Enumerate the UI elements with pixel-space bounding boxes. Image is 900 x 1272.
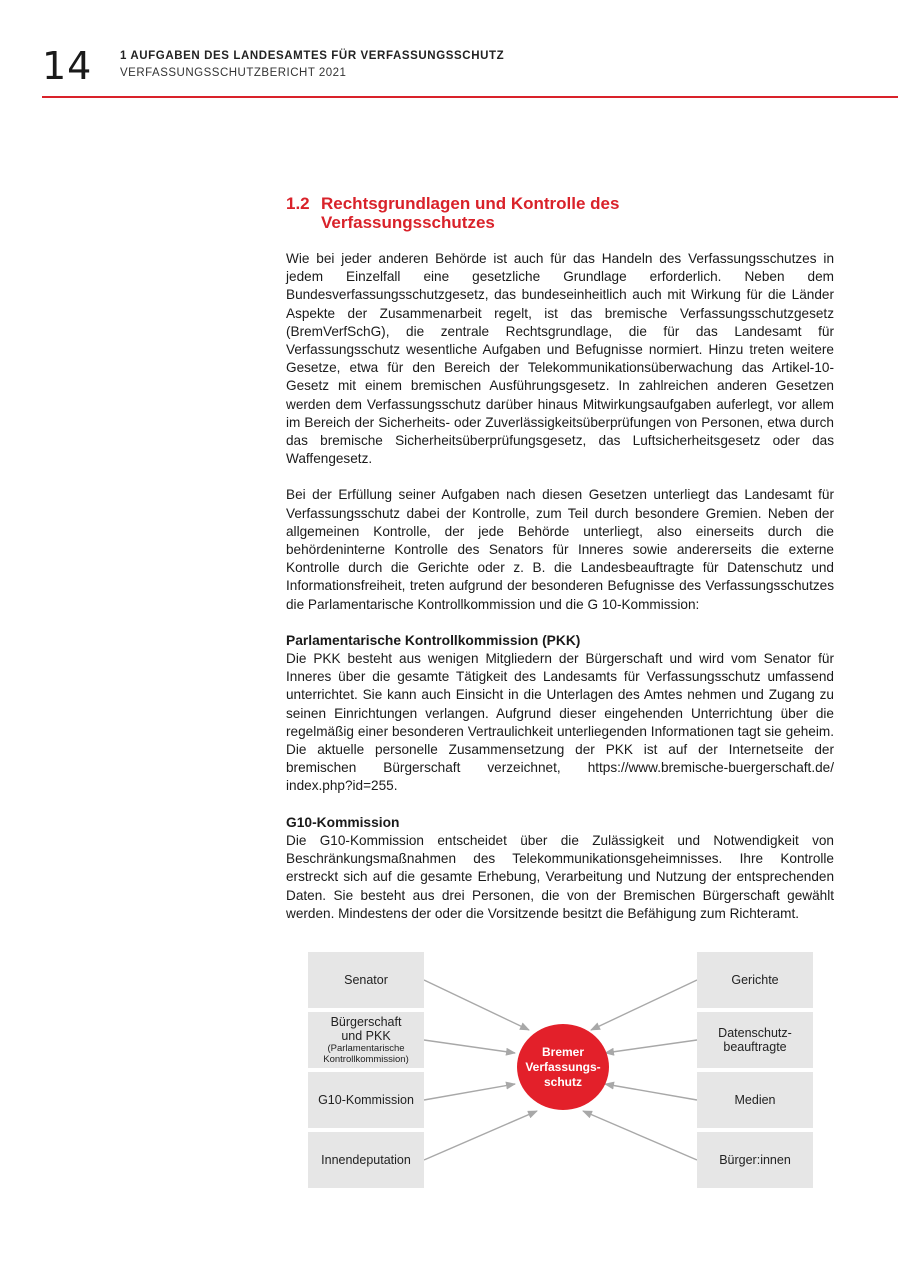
main-content [286,194,834,941]
box-innendeputation-label: Innendeputation [321,1153,411,1167]
section-title-line1: Rechtsgrundlagen und Kontrolle des [321,194,620,213]
arrow-datenschutz [605,1040,697,1053]
box-senator [308,952,424,1008]
center-line2: Verfassungs- [525,1059,601,1074]
box-datenschutz-line2: beauftragte [723,1040,787,1054]
box-medien-label: Medien [734,1093,776,1107]
box-buergerschaft-line1: Bürgerschaft [330,1015,402,1029]
g10-paragraph: Die G10-Kommission entscheidet über die Zulässigkeit und Notwendigkeit von Beschränkungsmaßnahmen des Telekommunikationsgeheimnisses. Ihre Kontrolle erstreckt sich auf die gesamte Erhebung, Verarbeitung und Nutzung der entsprechenden Daten. Sie besteht aus drei Personen, die von der Bremischen Bürgerschaft gewählt werden. Mindestens der oder die Vorsitzende besitzt die Befähigung zum Richteramt. [286,832,834,921]
arrow-g10 [424,1084,515,1100]
header-divider [42,96,898,98]
box-senator-label: Senator [344,973,388,987]
control-diagram [307,951,814,1189]
page-number: 14 [42,44,93,88]
section-number: 1.2 [286,194,310,213]
section-title-line2: Verfassungsschutzes [321,213,495,232]
paragraph-legal-basis: Wie bei jeder anderen Behörde ist auch für das Handeln des Verfassungsschutzes in jedem Einzelfall eine gesetzliche Grundlage erforderlich. Neben dem Bundesverfassungsschutzgesetz, das bundeseinheitlich auch mit Wirkung für die Länder Aspekte der Zusammenarbeit regelt, ist das bremische Verfassungsschutzgesetz (BremVerfSchG), die zentrale Rechtsgrundlage, die für das Landesamt für Verfassungsschutz wesentliche Aufgaben und Befugnisse normiert. Hinzu treten weitere Gesetze, etwa für den Bereich der Telekommunikationsüberwachung das Artikel-10-Gesetz mit einem bremischen Ausführungsgesetz. In zahlreichen anderen Gesetzen werden dem Verfassungsschutz darüber hinaus Mitwirkungsaufgaben auferlegt, vor allem im Bereich der Sicherheits- oder Zuverlässigkeitsüberprüfungen von Personen, etwa durch das bremische Sicherheitsüberprüfungsgesetz, das Luftsicherheitsgesetz oder das Waffengesetz. [286,251,834,467]
chapter-title: 1 AUFGABEN DES LANDESAMTES FÜR VERFASSUNGSSCHUTZ [120,50,505,62]
box-buergerschaft-pkk [308,1012,424,1068]
paragraph-control: Bei der Erfüllung seiner Aufgaben nach diesen Gesetzen unterliegt das Landesamt für Verfassungsschutz dabei der Kontrolle, zum Teil durch besondere Gremien. Neben der allgemeinen Kontrolle, der jede Behörde unterliegt, also einerseits durch die behördeninterne Kontrolle des Senators für Inneres sowie andererseits die externe Kontrolle durch die Gerichte oder z. B. die Landesbeauftragte für Datenschutz und Informationsfreiheit, treten aufgrund der besonderen Befugnisse des Verfassungsschutzes die Parlamentarische Kontrollkommission und die G 10-Kommission: [286,487,834,612]
box-datenschutz-line1: Datenschutz- [718,1026,792,1040]
arrow-buergerschaft [424,1040,515,1053]
box-buergerschaft-small1: (Parlamentarische [327,1043,405,1054]
box-medien [697,1072,813,1128]
center-line3: schutz [543,1074,582,1089]
center-line1: Bremer [541,1044,585,1059]
pkk-heading: Parlamentarische Kontrollkommission (PKK) [286,632,581,648]
box-datenschutzbeauftragte [697,1012,813,1068]
arrow-senator [424,980,529,1030]
box-buergerschaft-line2: und PKK [341,1029,391,1043]
arrow-innendeputation [424,1111,537,1160]
section-title-text [321,194,619,232]
box-buerger-label: Bürger:innen [719,1153,791,1167]
box-buergerschaft-small2: Kontrollkommission) [323,1054,409,1065]
box-gerichte [697,952,813,1008]
section-heading [286,194,834,232]
arrow-gerichte [591,980,697,1030]
arrow-buerger [583,1111,697,1160]
box-g10-kommission [308,1072,424,1128]
box-innendeputation [308,1132,424,1188]
report-title: VERFASSUNGSSCHUTZBERICHT 2021 [120,67,347,79]
box-gerichte-label: Gerichte [731,973,779,987]
g10-heading: G10-Kommission [286,814,400,830]
arrow-medien [605,1084,697,1100]
box-g10-label: G10-Kommission [318,1093,414,1107]
box-buerger-innen [697,1132,813,1188]
center-verfassungsschutz [517,1024,609,1110]
pkk-paragraph: Die PKK besteht aus wenigen Mitgliedern der Bürgerschaft und wird vom Senator für Inneres über die gesamte Tätigkeit des Landesamts für Verfassungsschutz umfassend unterrichtet. Sie kann auch Einsicht in die Unterlagen des Amtes nehmen und Zugang zu seinen Einrichtungen verlangen. Aufgrund dieser eingehenden Unterrichtung über die regelmäßig einer besonderen Vertraulichkeit unterliegenden Informationen tagt sie geheim. Die aktuelle personelle Zusammensetzung der PKK ist auf der Internetseite der bremischen Bürgerschaft verzeichnet, https://www.bremische-buergerschaft.de/ index.php?id=255. [286,651,834,794]
